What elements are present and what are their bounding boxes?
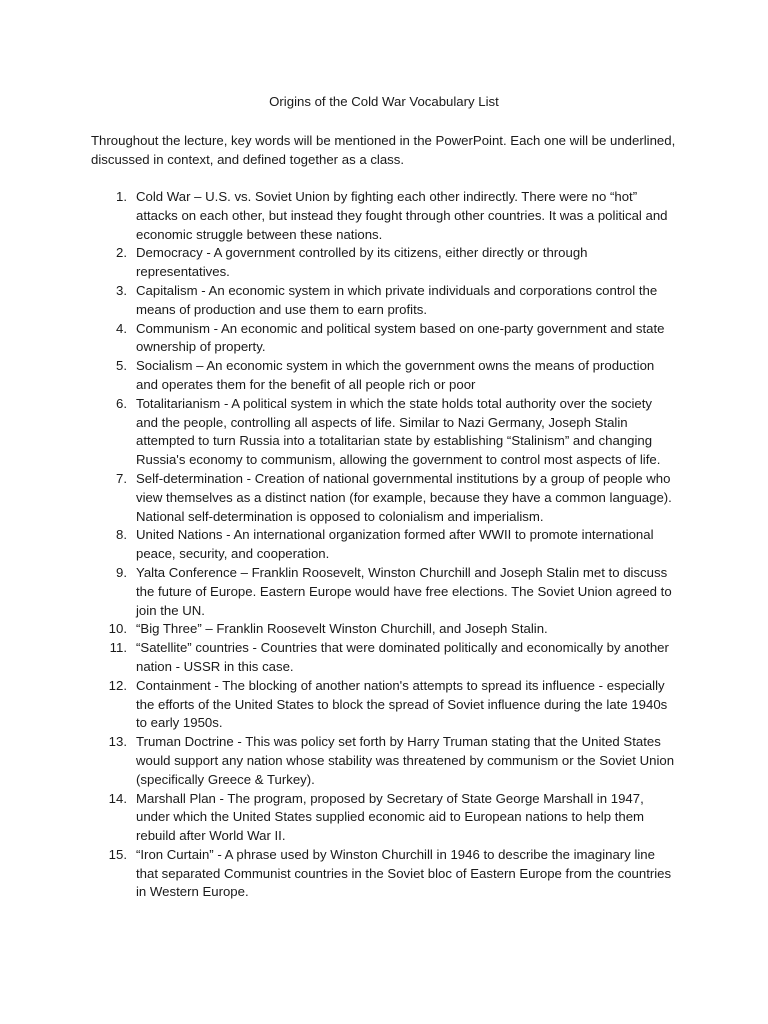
vocab-item-9 <box>0 564 676 620</box>
vocab-item-1 <box>0 188 676 244</box>
vocab-text: Truman Doctrine - This was policy set forth by Harry Truman stating that the United States would support any nation whose stability was threatened by communism or the Soviet Union (specifically Greece & Turkey). <box>136 734 675 787</box>
vocab-number: 11. <box>109 640 127 656</box>
vocab-number: 13. <box>108 734 127 750</box>
vocab-number: 9. <box>116 564 127 580</box>
vocab-text: “Big Three” – Franklin Roosevelt Winston Churchill, and Joseph Stalin. <box>136 621 548 637</box>
vocab-number: 4. <box>116 320 127 336</box>
vocab-number: 6. <box>116 395 127 411</box>
vocab-text: Cold War – U.S. vs. Soviet Union by fighting each other indirectly. There were no “hot” attacks on each other, but instead they fought through other countries. It was a political and economic struggle between these nations. <box>136 189 668 242</box>
vocab-number: 5. <box>116 358 127 374</box>
vocab-item-13 <box>0 733 676 789</box>
vocab-item-3 <box>0 282 676 320</box>
vocab-text: Containment - The blocking of another nation's attempts to spread its influence - especially the efforts of the United States to block the spread of Soviet influence during the late 1940s to early 1950s. <box>136 677 668 731</box>
vocab-text: Democracy - A government controlled by its citizens, either directly or through representatives. <box>136 245 588 280</box>
vocab-item-2 <box>0 244 676 282</box>
vocab-number: 3. <box>116 282 127 298</box>
vocab-number: 14. <box>108 790 127 806</box>
intro-paragraph: Throughout the lecture, key words will be mentioned in the PowerPoint. Each one will be underlined, discussed in context, and defined together as a class. <box>91 133 676 167</box>
vocab-text: “Satellite” countries - Countries that were dominated politically and economically by another nation - USSR in this case. <box>136 640 669 674</box>
vocab-item-14 <box>0 790 676 846</box>
vocab-item-7 <box>0 470 676 526</box>
vocab-text: Communism - An economic and political system based on one-party government and state ownership of property. <box>136 320 665 355</box>
vocab-item-10 <box>0 620 676 639</box>
vocab-item-5 <box>0 357 676 395</box>
vocab-item-4 <box>0 320 676 358</box>
vocab-number: 2. <box>116 245 127 261</box>
vocab-number: 10. <box>108 621 127 637</box>
vocab-item-6 <box>0 395 676 470</box>
vocab-number: 15. <box>108 846 127 862</box>
vocab-text: Socialism – An economic system in which the government owns the means of production and operates them for the benefit of all people rich or poor <box>136 358 655 392</box>
vocab-text: Capitalism - An economic system in which private individuals and corporations control the means of production and use them to earn profits. <box>136 282 658 317</box>
vocab-item-8 <box>0 526 676 564</box>
vocab-item-15 <box>0 846 676 902</box>
vocab-item-11 <box>0 639 676 677</box>
vocab-text: Marshall Plan - The program, proposed by Secretary of State George Marshall in 1947, under which the United States supplied economic aid to European nations to help them rebuild after World War II. <box>136 790 645 844</box>
vocab-number: 12. <box>108 677 127 693</box>
vocab-text: Self-determination - Creation of national governmental institutions by a group of people who view themselves as a distinct nation (for example, because they have a common language). National self-determination is opposed to colonialism and imperialism. <box>136 470 672 524</box>
vocab-text: “Iron Curtain” - A phrase used by Winston Churchill in 1946 to describe the imaginary line that separated Communist countries in the Soviet bloc of Eastern Europe from the countries in Western Europe. <box>136 846 672 900</box>
document-title: Origins of the Cold War Vocabulary List <box>269 94 499 109</box>
vocab-number: 7. <box>116 470 127 486</box>
vocabulary-list <box>0 188 768 902</box>
vocab-text: United Nations - An international organization formed after WWII to promote international peace, security, and cooperation. <box>136 527 654 562</box>
vocab-text: Totalitarianism - A political system in which the state holds total authority over the society and the people, controlling all aspects of life. Similar to Nazi Germany, Joseph Stalin attempted to turn Russia into a totalitarian state by establishing “Stalinism” and changing Russia's economy to communism, allowing the government to control most aspects of life. <box>136 395 661 468</box>
vocab-number: 8. <box>116 527 127 543</box>
vocab-text: Yalta Conference – Franklin Roosevelt, Winston Churchill and Joseph Stalin met to discuss the future of Europe. Eastern Europe would have free elections. The Soviet Union agreed to join the UN. <box>136 564 672 618</box>
vocab-item-12 <box>0 677 676 733</box>
vocab-number: 1. <box>116 189 127 204</box>
